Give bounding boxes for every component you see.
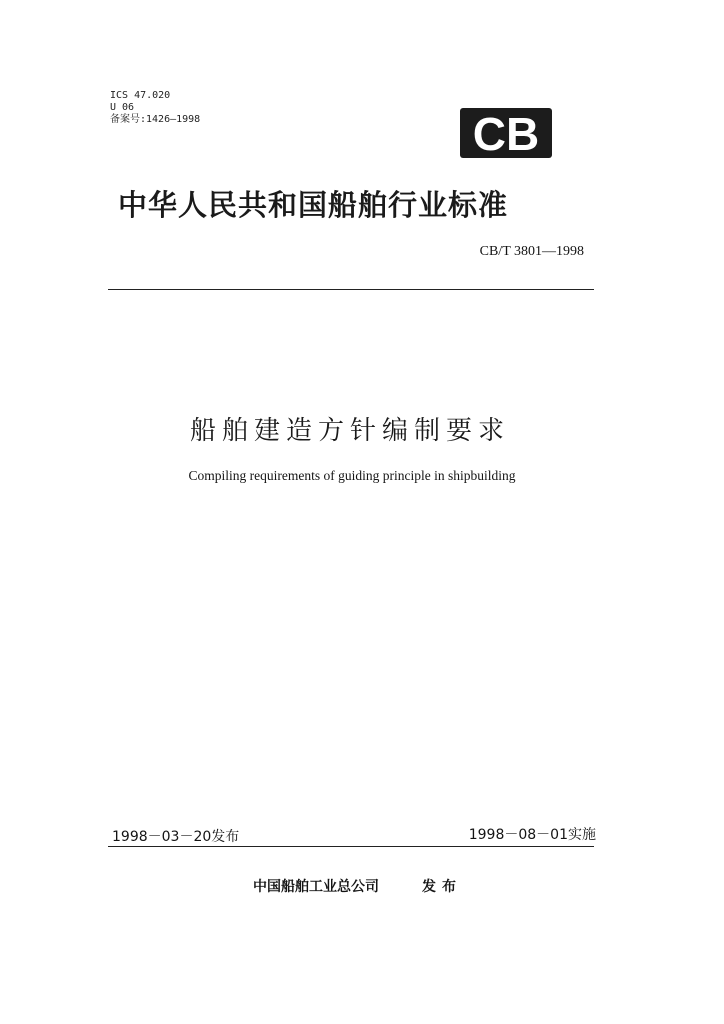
top-divider <box>108 289 594 290</box>
ics-code: ICS 47.020 <box>110 90 171 101</box>
standard-code: CB/T 3801—1998 <box>479 244 584 259</box>
bottom-divider <box>108 846 594 847</box>
cb-logo <box>460 108 552 158</box>
document-title-chinese: 船舶建造方针编制要求 <box>189 416 510 446</box>
standard-title: 中华人民共和国船舶行业标准 <box>118 188 509 222</box>
cb-logo-text: CB <box>472 108 540 158</box>
filing-number: 备案号:1426—1998 <box>110 114 201 125</box>
publisher-name: 中国船舶工业总公司 <box>253 879 379 895</box>
document-metadata <box>110 90 200 126</box>
document-title-english: Compiling requirements of guiding principle in shipbuilding <box>188 468 516 483</box>
classification-code: U 06 <box>110 102 135 113</box>
implementation-date: 1998－08－01实施 <box>468 827 596 843</box>
issue-date: 1998－03－20发布 <box>112 829 240 845</box>
publish-label: 发布 <box>422 879 462 895</box>
